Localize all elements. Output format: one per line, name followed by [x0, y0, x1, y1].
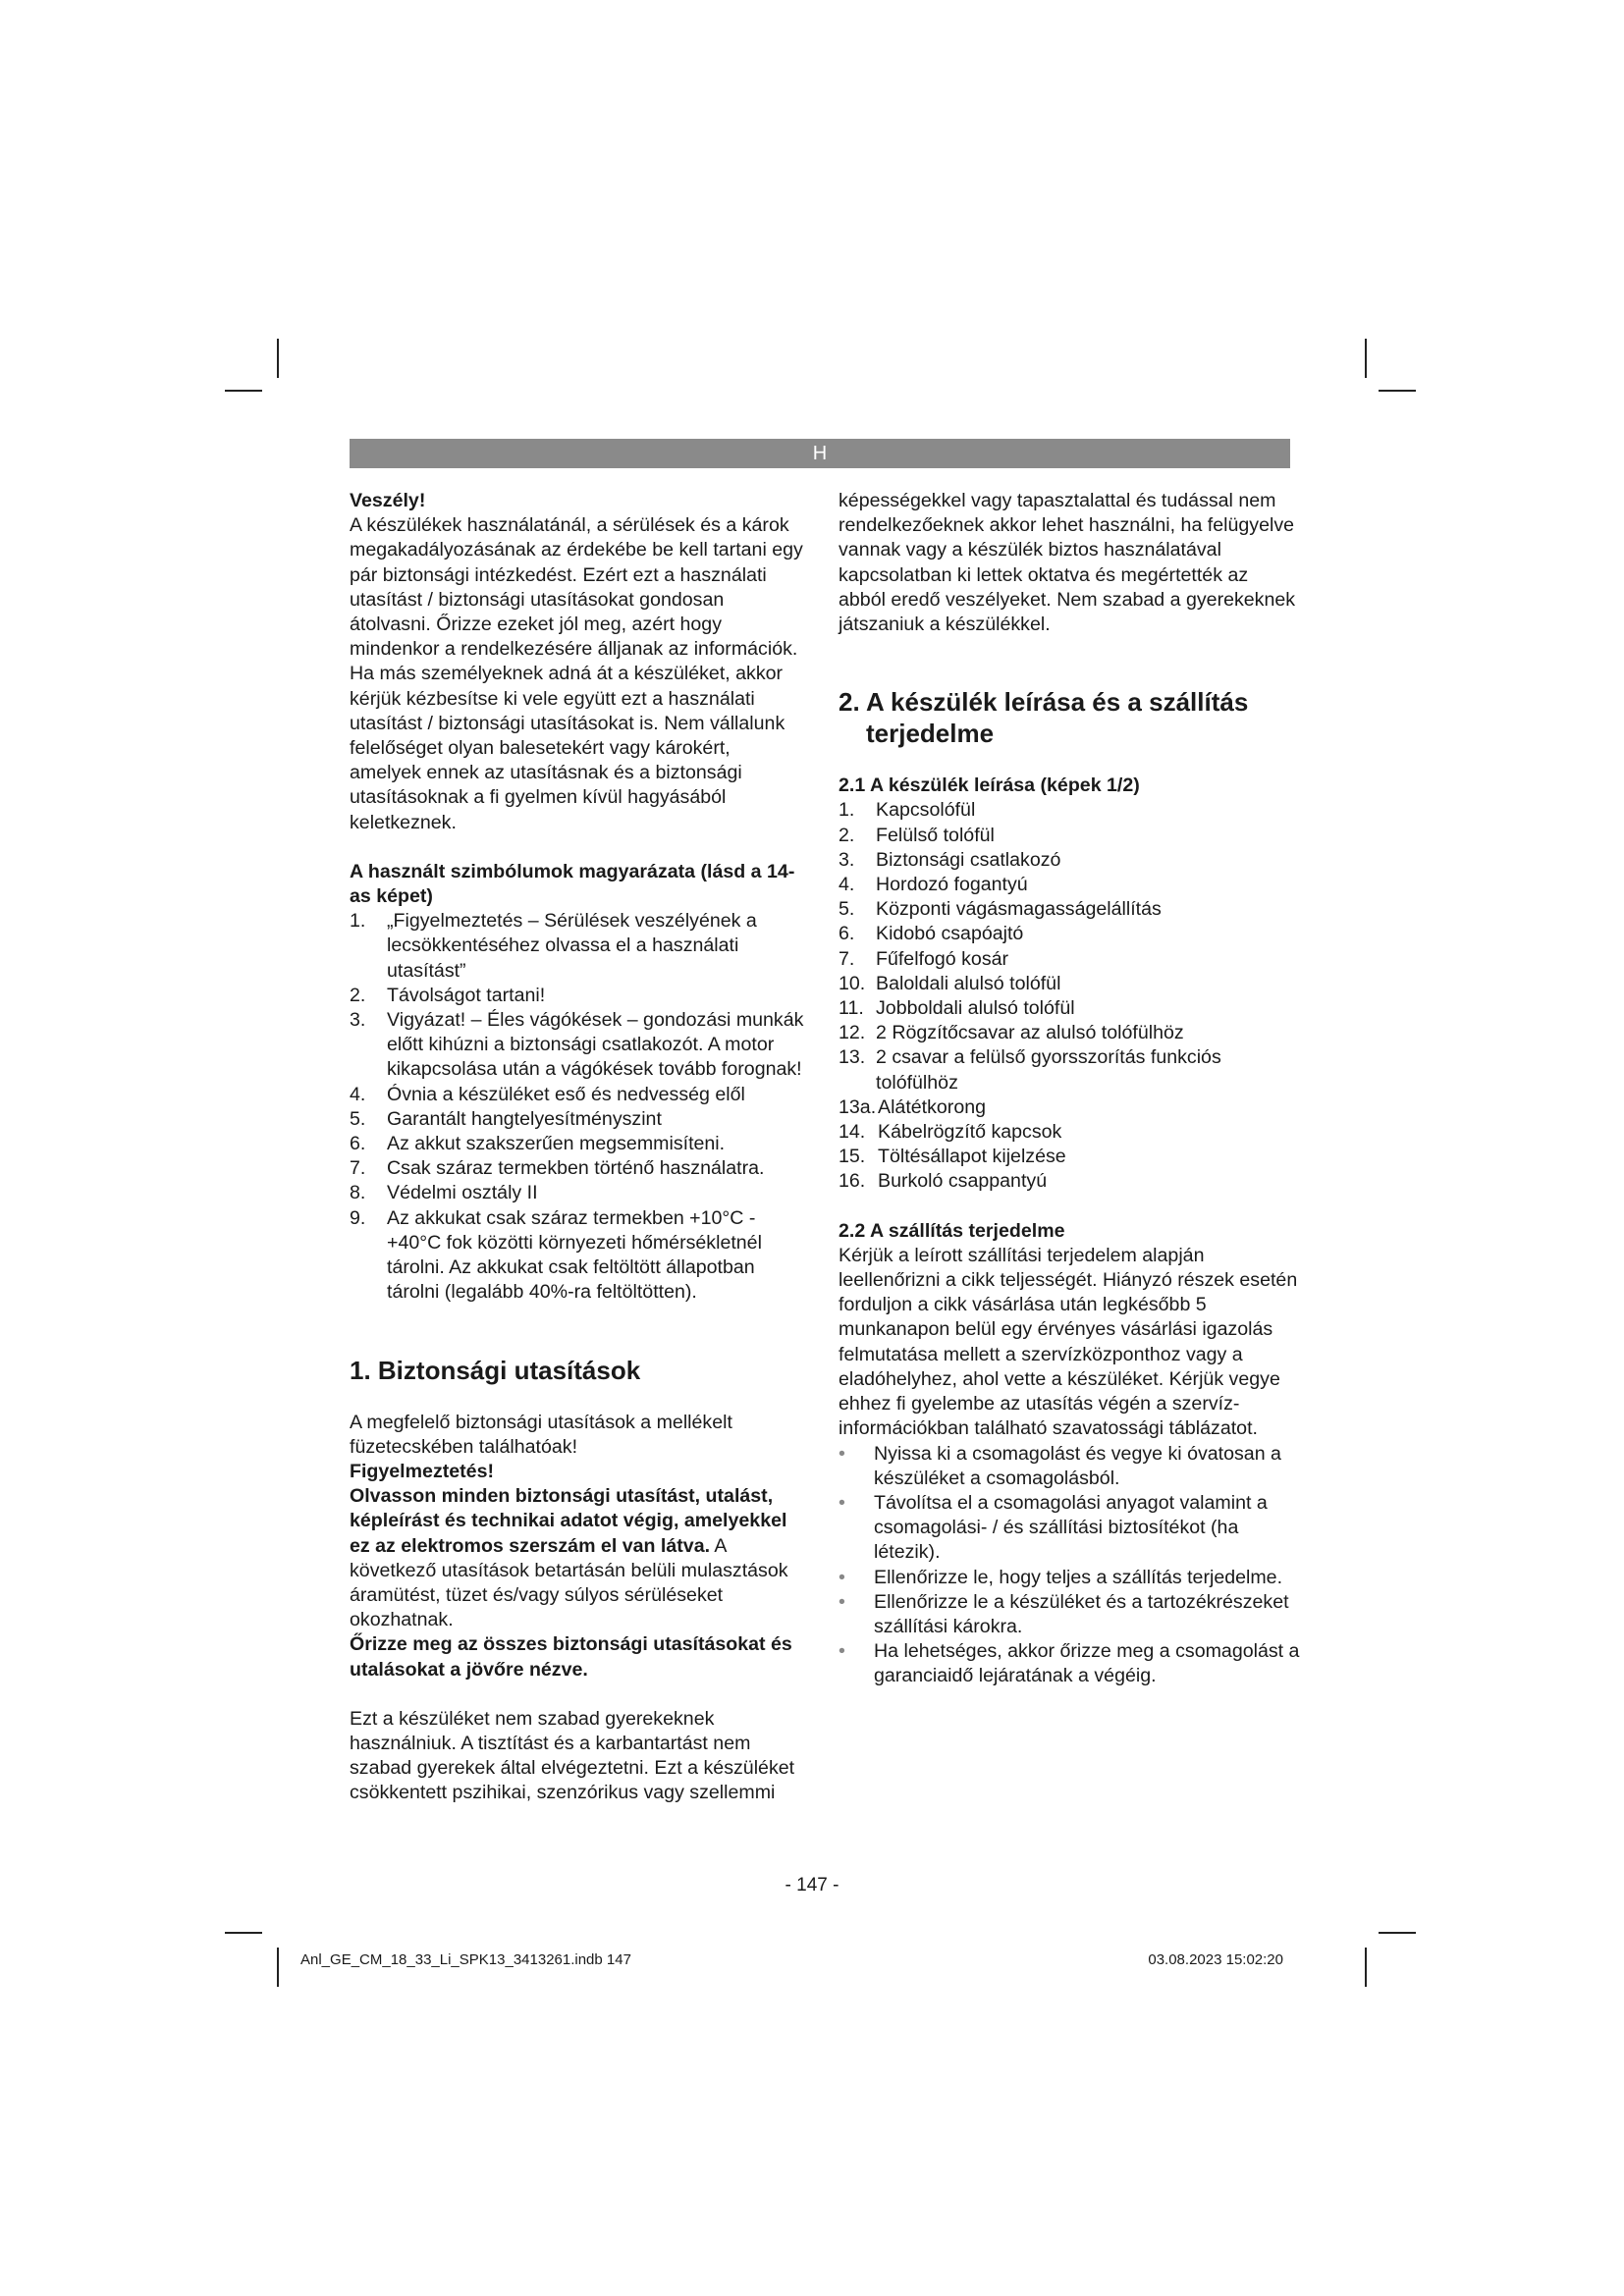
footer-date-time: 03.08.2023 15:02:20	[1148, 1951, 1283, 1968]
list-item: 6. Az akkut szakszerűen megsemmisíteni.	[350, 1133, 726, 1155]
device-heading: 2. A készülék leírása és a szállítás terjedelme	[839, 686, 1300, 749]
right-column	[839, 489, 1300, 1689]
left-column	[350, 489, 807, 1806]
list-item: • Nyissa ki a csomagolást és vegye ki óvatosan a készüléket a csomagolásból.	[839, 1442, 1300, 1491]
list-item: 2. Felülső tolófül	[839, 824, 995, 846]
list-item: 9. Az akkukat csak száraz termekben +10°C - +40°C fok közötti környezeti hőmérsékletnél tárolni. Az akkukat csak feltöltött állapotban tárolni (legalább 40%-ra feltöltötten).	[350, 1206, 762, 1304]
list-item: 5. Központi vágásmagasságelállítás	[839, 898, 1162, 921]
danger-title: Veszély!	[350, 490, 426, 511]
bullet-icon: •	[839, 1590, 845, 1613]
device-description-title: 2.1 A készülék leírása (képek 1/2)	[839, 774, 1140, 797]
list-item: 5. Garantált hangtelyesítményszint	[350, 1107, 662, 1130]
list-item: 1. „Figyelmeztetés – Sérülések veszélyének a lecsökkentéséhez olvassa el a használati utasítást”	[350, 910, 757, 982]
list-item: • Ellenőrizze le a készüléket és a tartozékrészeket szállítási károkra.	[839, 1590, 1300, 1639]
list-item: 4. Óvnia a készüléket eső és nedvesség elől	[350, 1083, 745, 1105]
warning-title: Figyelmeztetés!	[350, 1460, 495, 1482]
bullet-icon: •	[839, 1566, 845, 1588]
device-heading-text: A készülék leírása és a szállítás terjedelme	[866, 687, 1249, 749]
list-item: 10. Baloldali alulsó tolófül	[839, 972, 1061, 994]
language-header-bar	[350, 439, 1290, 468]
list-item: 3. Vigyázat! – Éles vágókések – gondozási munkák előtt kihúzni a biztonsági csatlakozót. A motor kikapcsolása után a vágókések tovább forognak!	[350, 1009, 804, 1081]
list-item: 13a. Alátétkorong	[839, 1095, 987, 1118]
list-item: 3. Biztonsági csatlakozó	[839, 848, 1061, 871]
crop-mark	[1365, 339, 1367, 378]
list-item: 4. Hordozó fogantyú	[839, 874, 1028, 896]
list-item: 1. Kapcsolófül	[839, 799, 976, 822]
crop-mark	[1379, 1932, 1416, 1934]
bullet-icon: •	[839, 1442, 845, 1465]
list-item: 14. Kábelrögzítő kapcsok	[839, 1121, 1062, 1144]
list-item: • Ha lehetséges, akkor őrizze meg a csomagolást a garanciaidő lejáratának a végéig.	[839, 1639, 1300, 1688]
danger-text: A készülékek használatánál, a sérülések és a károk megakadályozásának az érdekébe be kell tartani egy pár biztonsági intézkedést. Ezért ezt a használati utasítást / biztonsági utasításokat gondosan átolvasni. Őrizze ezeket jól meg, azért hogy mindenkor a rendelkezésére álljanak az információk. Ha más személyeknek adná át a készüléket, akkor kérjük kézbesítse ki vele együtt ezt a használati utasítást / biztonsági utasításokat is. Nem vállalunk felelőséget olyan balesetekért vagy károkért, amelyek ennek az utasításnak és a biztonsági utasításoknak a fi gyelmen kívül hagyásából keletkeznek.	[350, 514, 803, 833]
safety-intro: A megfelelő biztonsági utasítások a mellékelt füzetecskében találhatóak!	[350, 1411, 732, 1458]
bullet-icon: •	[839, 1491, 845, 1514]
list-item: 8. Védelmi osztály II	[350, 1182, 538, 1204]
page-number: - 147 -	[785, 1875, 839, 1896]
unpacking-bullets	[839, 1442, 1300, 1689]
crop-mark	[1379, 390, 1416, 392]
children-text: Ezt a készüléket nem szabad gyerekeknek használniuk. A tisztítást és a karbantartást nem szabad gyerekek által elvégeztetni. Ezt a készüléket csökkentett pszihikai, szenzórikus vagy szellemmi	[350, 1707, 795, 1804]
list-item: 16. Burkoló csappantyú	[839, 1170, 1048, 1193]
list-item: 2. Távolságot tartani!	[350, 984, 546, 1006]
footer-file-info: Anl_GE_CM_18_33_Li_SPK13_3413261.indb 147	[300, 1951, 631, 1968]
warning-paragraph	[350, 1484, 807, 1632]
list-item: 7. Csak száraz termekben történő használatra.	[350, 1157, 765, 1180]
crop-mark	[277, 339, 279, 378]
safety-heading: 1. Biztonsági utasítások	[350, 1355, 641, 1385]
continued-text: képességekkel vagy tapasztalattal és tudással nem rendelkezőeknek akkor lehet használni, ha felügyelve vannak vagy a készülék biztos használatával kapcsolatban ki lettek oktatva és megértették az abból eredő veszélyeket. Nem szabad a gyerekeknek játszaniuk a készülékkel.	[839, 490, 1296, 636]
scope-title: 2.2 A szállítás terjedelme	[839, 1219, 1065, 1242]
scope-text: Kérjük a leírott szállítási terjedelem alapján leellenőrizni a cikk teljességét. Hiányzó részek esetén forduljon a cikk vásárlása után legkésőbb 5 munkanapon belül egy érvényes vásárlási igazolás felmutatása mellett a szervízközponthoz vagy a eladóhelyhez, ahol vette a készüléket. Kérjük vegye ehhez fi gyelembe az utasítás végén a szervíz-információkban található szavatossági táblázatot.	[839, 1244, 1298, 1440]
list-item: 13. 2 csavar a felülső gyorsszorítás funkciós tolófülhöz	[839, 1046, 1221, 1094]
list-item: 6. Kidobó csapóajtó	[839, 923, 1024, 945]
list-item: 11. Jobboldali alulsó tolófül	[839, 997, 1075, 1020]
crop-mark	[1365, 1948, 1367, 1987]
list-item: 12. 2 Rögzítőcsavar az alulsó tolófülhöz	[839, 1022, 1184, 1044]
list-item: • Távolítsa el a csomagolási anyagot valamint a csomagolási- / és szállítási biztosítékot (ha létezik).	[839, 1491, 1300, 1566]
symbols-list	[350, 909, 807, 1305]
parts-list	[839, 798, 1300, 1194]
list-item: 15. Töltésállapot kijelzése	[839, 1146, 1066, 1168]
warning-bold-text: Olvasson minden biztonsági utasítást, utalást, képleírást és technikai adatot végig, amelyekkel ez az elektromos szerszám el van látva.	[350, 1485, 787, 1557]
crop-mark	[225, 1932, 262, 1934]
symbols-title: A használt szimbólumok magyarázata (lásd a 14-as képet)	[350, 860, 795, 908]
language-code: H	[812, 443, 828, 464]
crop-mark	[277, 1948, 279, 1987]
crop-mark	[225, 390, 262, 392]
list-item: • Ellenőrizze le, hogy teljes a szállítás terjedelme.	[839, 1566, 1300, 1590]
bullet-icon: •	[839, 1640, 845, 1663]
warning-rest-text: A következő utasítások betartásán belüli mulasztások áramütést, tüzet és/vagy súlyos sérüléseket okozhatnak.	[350, 1534, 788, 1631]
list-item: 7. Fűfelfogó kosár	[839, 947, 1009, 970]
keep-instructions-text: Őrizze meg az összes biztonsági utasításokat és utalásokat a jövőre nézve.	[350, 1633, 792, 1681]
